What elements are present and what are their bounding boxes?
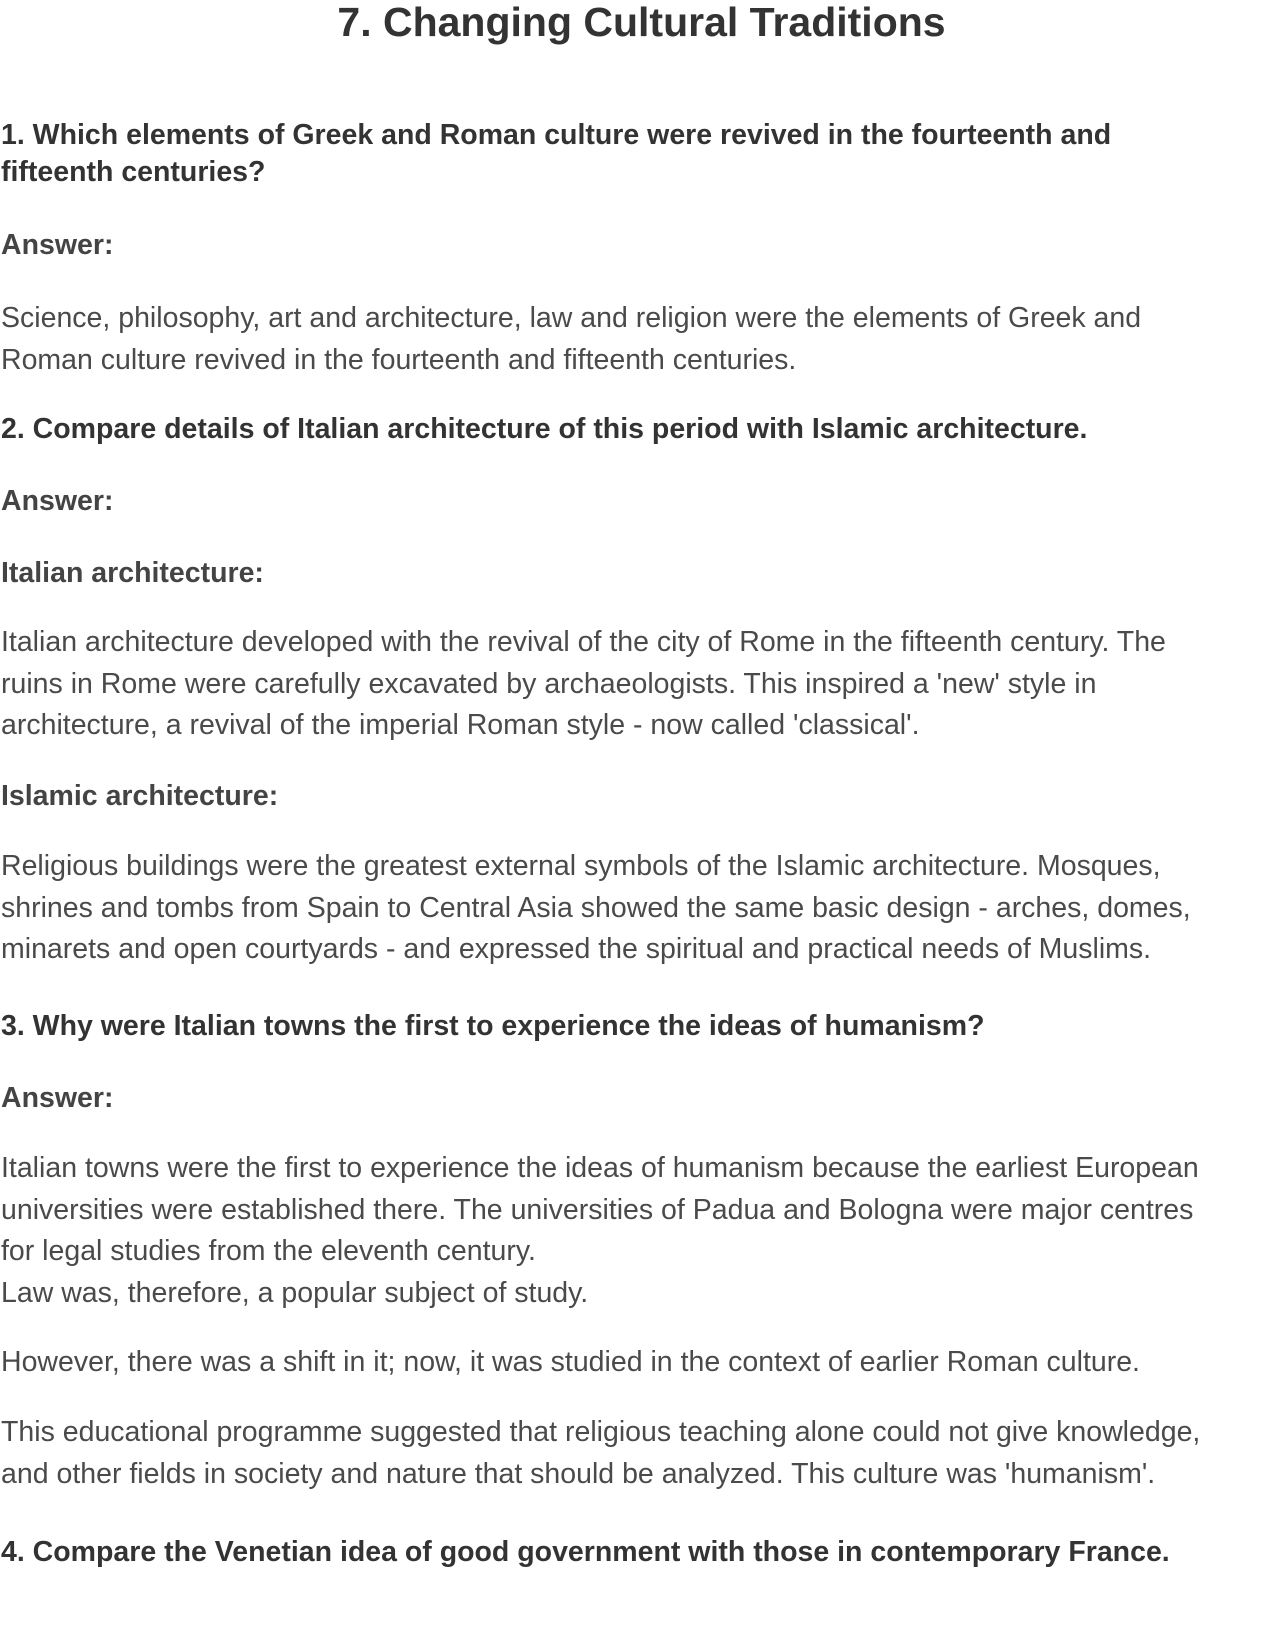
italian-line-3: architecture, a revival of the imperial Roman style - now called 'classical'. <box>1 709 920 741</box>
answer-3-paragraph-1 <box>1 1148 1281 1314</box>
question-1-line-1: 1. Which elements of Greek and Roman culture were revived in the fourteenth and <box>1 119 1112 151</box>
italian-line-2: ruins in Rome were carefully excavated by archaeologists. This inspired a 'new' style in <box>1 667 1097 700</box>
italian-architecture-paragraph <box>1 622 1281 747</box>
answer-1-line-2: Roman culture revived in the fourteenth and fifteenth centuries. <box>1 343 797 376</box>
answer-1-label: Answer: <box>1 229 114 261</box>
answer-3-line-2: universities were established there. The universities of Padua and Bologna were major centres <box>1 1193 1194 1226</box>
answer-3-line-4: Law was, therefore, a popular subject of study. <box>1 1276 589 1309</box>
question-2: 2. Compare details of Italian architecture of this period with Islamic architecture. <box>1 413 1088 445</box>
answer-3-line-3: for legal studies from the eleventh century. <box>1 1235 536 1267</box>
answer-3-paragraph-3 <box>1 1412 1281 1495</box>
answer-3-paragraph-2: However, there was a shift in it; now, it was studied in the context of earlier Roman culture. <box>1 1346 1140 1378</box>
islamic-architecture-paragraph <box>1 846 1281 971</box>
page-title: 7. Changing Cultural Traditions <box>337 0 946 45</box>
answer-3-p3-line-2: and other fields in society and nature that should be analyzed. This culture was 'humanism'. <box>1 1457 1156 1490</box>
islamic-line-1: Religious buildings were the greatest external symbols of the Islamic architecture. Mosques, <box>1 850 1161 882</box>
answer-3-line-1: Italian towns were the first to experience the ideas of humanism because the earliest European <box>1 1152 1199 1184</box>
answer-3-label: Answer: <box>1 1082 114 1114</box>
answer-1-line-1: Science, philosophy, art and architecture, law and religion were the elements of Greek and <box>1 302 1142 334</box>
islamic-line-3: minarets and open courtyards - and expressed the spiritual and practical needs of Muslims. <box>1 933 1152 965</box>
question-3: 3. Why were Italian towns the first to experience the ideas of humanism? <box>1 1010 985 1042</box>
question-4: 4. Compare the Venetian idea of good government with those in contemporary France. <box>1 1536 1170 1568</box>
question-1-line-2: fifteenth centuries? <box>1 156 266 188</box>
question-1 <box>1 117 1281 191</box>
italian-architecture-heading: Italian architecture: <box>1 557 264 589</box>
italian-line-1: Italian architecture developed with the revival of the city of Rome in the fifteenth century. The <box>1 626 1166 658</box>
islamic-line-2: shrines and tombs from Spain to Central Asia showed the same basic design - arches, domes, <box>1 891 1191 924</box>
answer-1-paragraph <box>1 298 1281 381</box>
answer-2-label: Answer: <box>1 485 114 517</box>
answer-3-p3-line-1: This educational programme suggested that religious teaching alone could not give knowledge, <box>1 1416 1201 1448</box>
islamic-architecture-heading: Islamic architecture: <box>1 780 279 812</box>
